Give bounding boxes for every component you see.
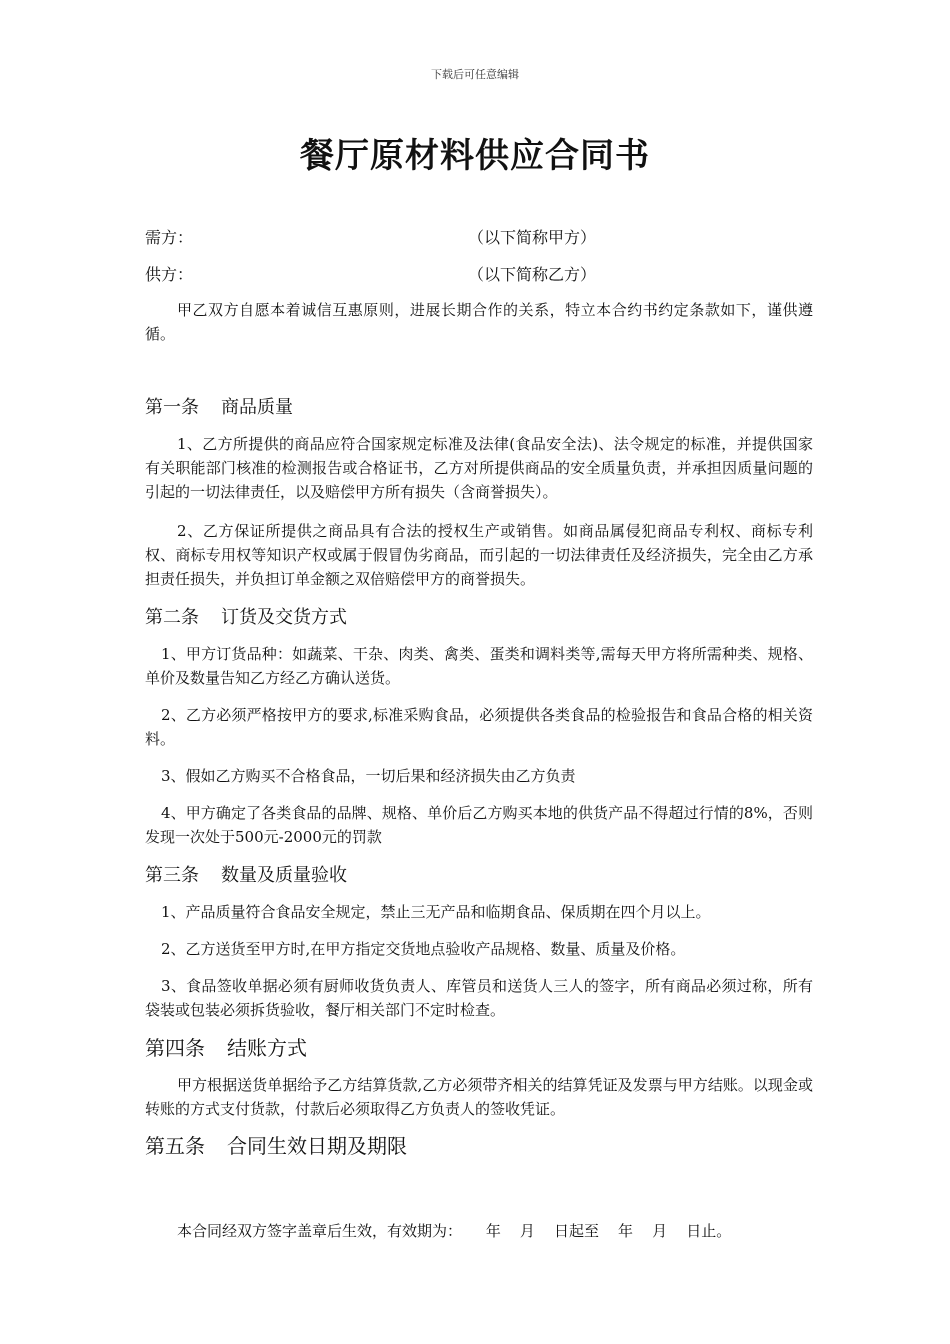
clause-paragraph: 3、食品签收单据必须有厨师收货负责人、库管员和送货人三人的签字，所有商品必须过称，所有袋装或包装必须拆货验收，餐厅相关部门不定时检查。	[145, 977, 813, 1019]
section-5	[145, 1134, 813, 1158]
party-supplier-note: （以下简称乙方）	[468, 265, 597, 284]
clause-paragraph: 甲方根据送货单据给予乙方结算货款,乙方必须带齐相关的结算凭证及发票与甲方结账。以现金或转账的方式支付货款，付款后必须取得乙方负责人的签收凭证。	[145, 1076, 813, 1118]
header-note: 下载后可任意编辑	[431, 68, 519, 81]
intro-block	[145, 298, 813, 346]
section-heading	[145, 1036, 813, 1060]
section-2-para-4	[145, 801, 813, 849]
clause-paragraph: 2、乙方送货至甲方时,在甲方指定交货地点验收产品规格、数量、质量及价格。	[161, 940, 686, 958]
clause-paragraph: 3、假如乙方购买不合格食品，一切后果和经济损失由乙方负责	[161, 767, 576, 785]
section-title: 订货及交货方式	[221, 607, 347, 628]
clause-paragraph: 1、甲方订货品种：如蔬菜、干杂、肉类、禽类、蛋类和调料类等,需每天甲方将所需种类、规格、单价及数量告知乙方经乙方确认送货。	[145, 645, 813, 687]
section-3-para-2	[145, 937, 813, 961]
document-title: 餐厅原材料供应合同书	[300, 136, 650, 176]
section-title: 结账方式	[227, 1036, 307, 1060]
intro-paragraph: 甲乙双方自愿本着诚信互惠原则，进展长期合作的关系，特立本合约书约定条款如下，谨供遵循。	[145, 301, 813, 343]
section-1-para-2	[145, 519, 813, 591]
clause-paragraph: 本合同经双方签字盖章后生效，有效期为： 年 月 日起至 年 月 日止。	[177, 1222, 732, 1240]
clause-paragraph: 2、乙方保证所提供之商品具有合法的授权生产或销售。如商品属侵犯商品专利权、商标专利权、商标专用权等知识产权或属于假冒伪劣商品，而引起的一切法律责任及经济损失，完全由乙方承担责任损失，并负担订单金额之双倍赔偿甲方的商誉损失。	[145, 522, 813, 588]
party-supplier-label: 供方：	[145, 265, 194, 284]
section-1	[145, 396, 813, 420]
clause-paragraph: 1、乙方所提供的商品应符合国家规定标准及法律(食品安全法)、法令规定的标准，并提供国家有关职能部门核准的检测报告或合格证书，乙方对所提供商品的安全质量负责，并承担因质量问题的引起的一切法律责任，以及赔偿甲方所有损失（含商誉损失）。	[145, 435, 813, 501]
section-1-para-1	[145, 432, 813, 504]
section-2-para-1	[145, 642, 813, 690]
section-heading	[145, 864, 813, 888]
section-4	[145, 1036, 813, 1060]
section-number: 第一条	[145, 397, 199, 418]
section-2-para-2	[145, 703, 813, 751]
section-title: 合同生效日期及期限	[227, 1134, 407, 1158]
section-number: 第四条	[145, 1036, 205, 1060]
section-number: 第二条	[145, 607, 199, 628]
section-5-para-1	[145, 1171, 813, 1291]
clause-paragraph: 4、甲方确定了各类食品的品牌、规格、单价后乙方购买本地的供货产品不得超过行情的8%，否则发现一次处于500元-2000元的罚款	[145, 804, 813, 846]
clause-paragraph: 2、乙方必须严格按甲方的要求,标准采购食品，必须提供各类食品的检验报告和食品合格的相关资料。	[145, 706, 813, 748]
party-buyer-note: （以下简称甲方）	[468, 228, 597, 247]
section-2	[145, 606, 813, 630]
section-number: 第三条	[145, 865, 199, 886]
section-title: 商品质量	[221, 397, 293, 418]
section-4-para-1	[145, 1073, 813, 1121]
section-title: 数量及质量验收	[221, 865, 347, 886]
section-2-para-3	[145, 764, 813, 788]
section-3-para-3	[145, 974, 813, 1022]
section-heading	[145, 606, 813, 630]
party-buyer-label: 需方：	[145, 228, 194, 247]
section-number: 第五条	[145, 1134, 205, 1158]
section-3	[145, 864, 813, 888]
section-heading	[145, 396, 813, 420]
section-heading	[145, 1134, 813, 1158]
clause-paragraph: 1、产品质量符合食品安全规定，禁止三无产品和临期食品、保质期在四个月以上。	[161, 903, 711, 921]
section-3-para-1	[145, 900, 813, 924]
